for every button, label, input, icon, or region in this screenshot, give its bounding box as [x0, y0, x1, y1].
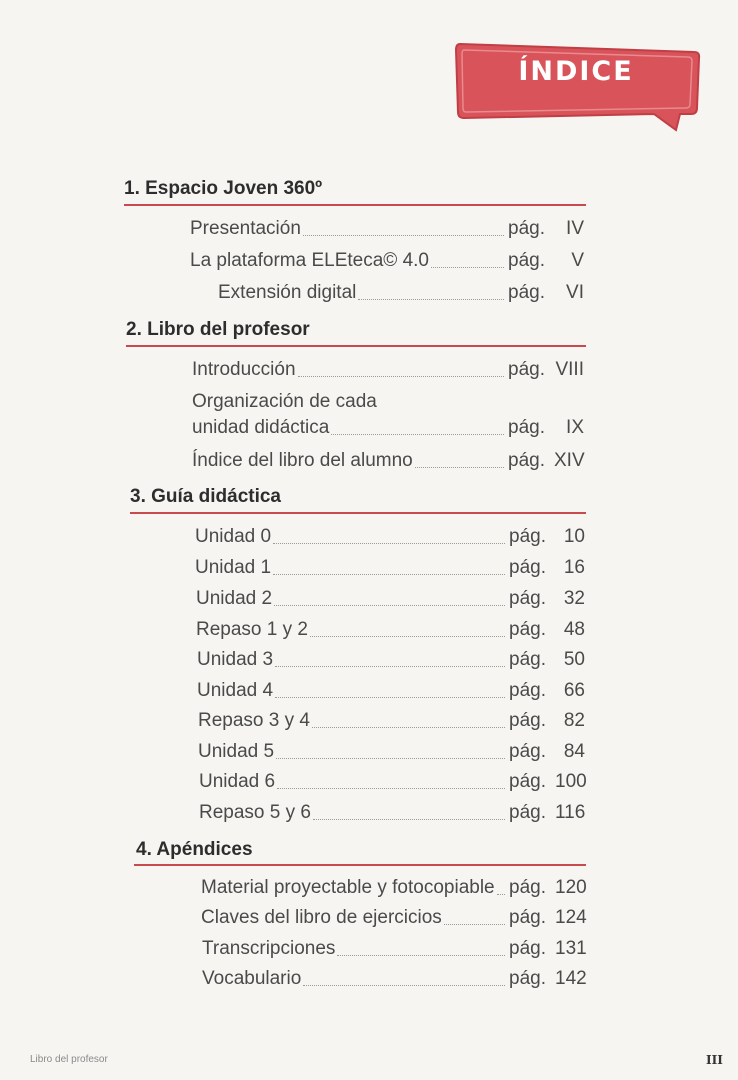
page-number: V — [571, 250, 584, 271]
entry-title: Transcripciones — [202, 938, 336, 959]
page-label: pág. — [508, 218, 545, 239]
dot-leader — [337, 955, 505, 956]
entry-title: Material proyectable y fotocopiable — [201, 877, 495, 898]
entry-title: Índice del libro del alumno — [192, 450, 413, 471]
dot-leader — [276, 758, 505, 759]
entry-title: La plataforma ELEteca© 4.0 — [190, 250, 429, 271]
section-heading: 4. Apéndices — [136, 839, 253, 860]
page-label: pág. — [509, 877, 546, 898]
toc-entry[interactable] — [199, 770, 585, 794]
dot-leader — [303, 235, 504, 236]
toc-entry[interactable] — [218, 281, 584, 305]
page-label: pág. — [509, 938, 546, 959]
dot-leader — [303, 985, 505, 986]
toc-entry[interactable] — [196, 587, 585, 611]
toc-entry[interactable] — [196, 618, 585, 642]
toc-entry[interactable] — [195, 525, 585, 549]
entry-title: Introducción — [192, 359, 296, 380]
page-number: 48 — [563, 619, 585, 640]
page-number: 120 — [555, 877, 587, 898]
entry-title: Extensión digital — [218, 282, 357, 303]
section-heading: 2. Libro del profesor — [126, 319, 310, 340]
page-number: IX — [566, 417, 584, 438]
entry-title: Unidad 4 — [197, 680, 274, 701]
toc-entry[interactable] — [192, 358, 584, 382]
page-label: pág. — [509, 907, 546, 928]
dot-leader — [275, 697, 505, 698]
page-number: 124 — [555, 907, 587, 928]
toc-entry[interactable] — [197, 679, 585, 703]
dot-leader — [331, 434, 504, 435]
toc-entry[interactable] — [197, 648, 585, 672]
entry-title: Repaso 3 y 4 — [198, 710, 310, 731]
toc-entry[interactable] — [201, 906, 585, 930]
toc-entry[interactable] — [195, 556, 585, 580]
page-label: pág. — [509, 680, 546, 701]
entry-title: Unidad 0 — [195, 526, 272, 547]
page-label: pág. — [509, 968, 546, 989]
toc-entry[interactable] — [201, 876, 585, 900]
page-number: 142 — [555, 968, 587, 989]
footer-book-title: Libro del profesor — [30, 1054, 108, 1065]
toc-entry[interactable] — [192, 449, 584, 473]
dot-leader — [415, 467, 504, 468]
page-number: IV — [566, 218, 584, 239]
dot-leader — [273, 543, 505, 544]
entry-title: Vocabulario — [202, 968, 302, 989]
page-label: pág. — [509, 526, 546, 547]
page-label: pág. — [509, 557, 546, 578]
dot-leader — [358, 299, 504, 300]
entry-title: Repaso 1 y 2 — [196, 619, 308, 640]
entry-title: Unidad 6 — [199, 771, 276, 792]
page-number: 66 — [563, 680, 585, 701]
page-label: pág. — [508, 417, 545, 438]
dot-leader — [312, 727, 505, 728]
entry-title: Unidad 5 — [198, 741, 275, 762]
entry-title: Claves del libro de ejercicios — [201, 907, 442, 928]
dot-leader — [313, 819, 505, 820]
toc-entry[interactable] — [198, 740, 585, 764]
toc-entry[interactable] — [190, 217, 584, 241]
entry-title-line1: Organización de cada — [192, 391, 377, 412]
page-label: pág. — [509, 649, 546, 670]
page-number: 16 — [563, 557, 585, 578]
page-label: pág. — [508, 282, 545, 303]
section-rule — [126, 345, 586, 347]
page-number: 32 — [563, 588, 585, 609]
page-number: VIII — [555, 359, 584, 380]
page-label: pág. — [509, 741, 546, 762]
dot-leader — [431, 267, 504, 268]
page-label: pág. — [509, 771, 546, 792]
page-label: pág. — [508, 250, 545, 271]
section-heading: 1. Espacio Joven 360º — [124, 178, 323, 199]
entry-title: Unidad 2 — [196, 588, 273, 609]
dot-leader — [273, 574, 505, 575]
dot-leader — [277, 788, 505, 789]
section-rule — [124, 204, 586, 206]
dot-leader — [310, 636, 505, 637]
section-rule — [130, 512, 586, 514]
toc-entry[interactable] — [190, 249, 584, 273]
footer-page-number: III — [706, 1053, 723, 1067]
page-number: 100 — [555, 771, 587, 792]
index-title: ÍNDICE — [518, 56, 634, 87]
entry-title: Presentación — [190, 218, 301, 239]
entry-title: Repaso 5 y 6 — [199, 802, 311, 823]
entry-title: Unidad 1 — [195, 557, 272, 578]
dot-leader — [497, 894, 505, 895]
page-label: pág. — [508, 359, 545, 380]
entry-title: Unidad 3 — [197, 649, 274, 670]
index-badge — [454, 42, 698, 118]
entry-title: unidad didáctica — [192, 417, 330, 438]
toc-entry[interactable] — [199, 801, 585, 825]
page-number: XIV — [554, 450, 585, 471]
page-number: 84 — [563, 741, 585, 762]
page-number: 131 — [555, 938, 587, 959]
page-label: pág. — [509, 588, 546, 609]
toc-entry[interactable] — [202, 937, 585, 961]
page-number: 50 — [563, 649, 585, 670]
page-number: 82 — [563, 710, 585, 731]
dot-leader — [274, 605, 505, 606]
toc-entry[interactable] — [202, 967, 585, 991]
section-heading: 3. Guía didáctica — [130, 486, 281, 507]
page-number: VI — [566, 282, 584, 303]
dot-leader — [444, 924, 505, 925]
page-number: 116 — [555, 802, 586, 823]
dot-leader — [298, 376, 504, 377]
page-number: 10 — [563, 526, 585, 547]
toc-entry[interactable] — [192, 416, 584, 440]
page-label: pág. — [509, 802, 546, 823]
section-rule — [134, 864, 586, 866]
page-label: pág. — [509, 710, 546, 731]
dot-leader — [275, 666, 505, 667]
page-label: pág. — [508, 450, 545, 471]
page-label: pág. — [509, 619, 546, 640]
toc-entry[interactable] — [198, 709, 585, 733]
